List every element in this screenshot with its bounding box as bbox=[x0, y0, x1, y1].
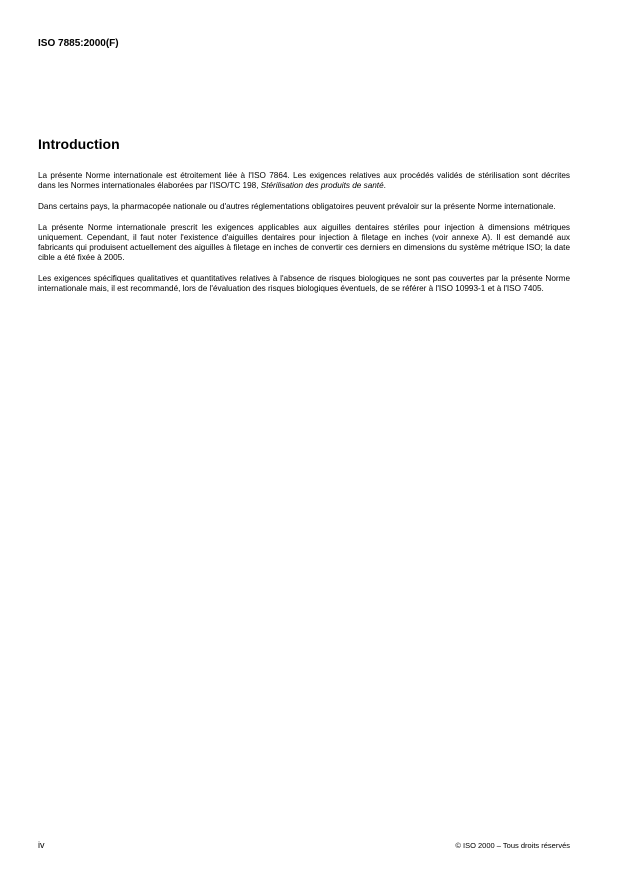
paragraph-1-text: La présente Norme internationale est étroitement liée à l'ISO 7864. Les exigences relatives aux procédés validés de stérilisation sont décrites dans les Normes internationales élaborées par l'ISO/TC 198, bbox=[38, 171, 570, 190]
body-text bbox=[38, 171, 570, 305]
section-title: Introduction bbox=[38, 136, 120, 152]
paragraph-1 bbox=[38, 171, 570, 191]
paragraph-1-end: . bbox=[383, 181, 386, 190]
paragraph-3: La présente Norme internationale prescrit les exigences applicables aux aiguilles dentaires stériles pour injection à dimensions métriques uniquement. Cependant, il faut noter l'existence d'aiguilles dentaires pour injection à filetage en inches (voir annexe A). Il est demandé aux fabricants qui produisent actuellement des aiguilles à filetage en inches de convertir ces derniers en dimensions du système métrique ISO; la date cible a été fixée à 2005. bbox=[38, 223, 570, 262]
paragraph-4: Les exigences spécifiques qualitatives et quantitatives relatives à l'absence de risques biologiques ne sont pas couvertes par la présente Norme internationale mais, il est recommandé, lors de l'évaluation des risques biologiques éventuels, de se référer à l'ISO 10993-1 et à l'ISO 7405. bbox=[38, 274, 570, 293]
paragraph-2: Dans certains pays, la pharmacopée nationale ou d'autres réglementations obligatoires peuvent prévaloir sur la présente Norme internationale. bbox=[38, 202, 556, 211]
copyright-notice: © ISO 2000 – Tous droits réservés bbox=[455, 841, 570, 850]
page-number: iv bbox=[38, 840, 45, 850]
paragraph-1-italic-title: Stérilisation des produits de santé bbox=[260, 181, 384, 190]
document-id-header: ISO 7885:2000(F) bbox=[38, 38, 119, 49]
